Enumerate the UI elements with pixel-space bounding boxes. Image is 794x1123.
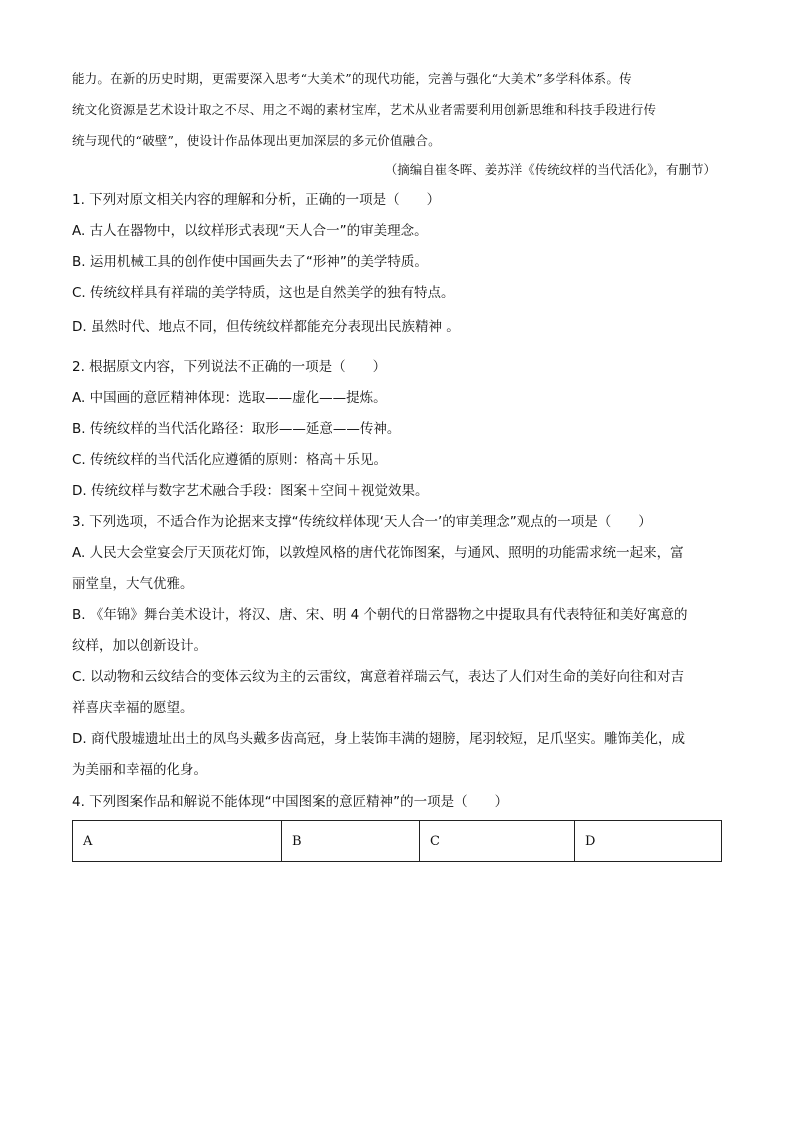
- option-c-cont[interactable]: 祥喜庆幸福的愿望。: [72, 700, 194, 716]
- answer-table: [72, 820, 722, 862]
- question-stem: 1. 下列对原文相关内容的理解和分析，正确的一项是（ ）: [72, 192, 441, 208]
- question-stem: 4. 下列图案作品和解说不能体现“中国图案的意匠精神”的一项是（ ）: [72, 794, 509, 810]
- table-cell-c[interactable]: C: [420, 821, 575, 862]
- option-b-cont[interactable]: 纹样，加以创新设计。: [72, 638, 207, 654]
- question-1: [72, 185, 722, 343]
- option-c[interactable]: C. 以动物和云纹结合的变体云纹为主的云雷纹，寓意着祥瑞云气，表达了人们对生命的美好向往和对吉: [72, 669, 685, 685]
- question-4: [72, 787, 722, 818]
- question-stem: 3. 下列选项，不适合作为论据来支撑“传统纹样体现‘天人合一’的审美理念”观点的一项是（ ）: [72, 514, 652, 530]
- table-row: [73, 821, 722, 862]
- option-d[interactable]: D. 商代殷墟遗址出土的凤鸟头戴多齿高冠，身上装饰丰满的翅膀，尾羽较短，足爪坚实。雕饰美化，成: [72, 731, 685, 747]
- option-d-cont[interactable]: 为美丽和幸福的化身。: [72, 762, 207, 778]
- passage-line: 能力。在新的历史时期，更需要深入思考“大美术”的现代功能，完善与强化“大美术”多学科体系。传: [72, 71, 632, 86]
- option-c[interactable]: C. 传统纹样的当代活化应遵循的原则：格高＋乐见。: [72, 452, 388, 468]
- table-cell-d[interactable]: D: [575, 821, 722, 862]
- option-c[interactable]: C. 传统纹样具有祥瑞的美学特质，这也是自然美学的独有特点。: [72, 285, 455, 301]
- option-b[interactable]: B. 传统纹样的当代活化路径：取形——延意——传神。: [72, 421, 401, 437]
- question-stem: 2. 根据原文内容，下列说法不正确的一项是（ ）: [72, 359, 387, 375]
- table-cell-b[interactable]: B: [282, 821, 420, 862]
- option-b[interactable]: B. 运用机械工具的创作使中国画失去了“形神”的美学特质。: [72, 254, 428, 270]
- option-a[interactable]: A. 中国画的意匠精神体现：选取——虚化——提炼。: [72, 390, 387, 406]
- option-d[interactable]: D. 传统纹样与数字艺术融合手段：图案＋空间＋视觉效果。: [72, 483, 429, 499]
- table-cell-a[interactable]: A: [73, 821, 282, 862]
- option-a-cont[interactable]: 丽堂皇，大气优雅。: [72, 576, 194, 592]
- passage-line: 统文化资源是艺术设计取之不尽、用之不竭的素材宝库，艺术从业者需要利用创新思维和科技手段进行传: [72, 102, 657, 117]
- option-b[interactable]: B. 《年锦》舞台美术设计，将汉、唐、宋、明 4 个朝代的日常器物之中提取具有代表特征和美好寓意的: [72, 607, 688, 623]
- passage-line: 统与现代的“破壁”，使设计作品体现出更加深层的多元价值融合。: [72, 133, 441, 148]
- question-3: [72, 507, 722, 786]
- passage-source: （摘编自崔冬晖、姜苏洋《传统纹样的当代活化》，有删节）: [384, 162, 716, 177]
- passage-text: [72, 63, 722, 156]
- question-2: [72, 352, 722, 507]
- option-a[interactable]: A. 人民大会堂宴会厅天顶花灯饰，以敦煌风格的唐代花饰图案，与通风、照明的功能需求统一起来，富: [72, 545, 684, 561]
- option-a[interactable]: A. 古人在器物中，以纹样形式表现“天人合一”的审美理念。: [72, 223, 428, 239]
- option-d[interactable]: D. 虽然时代、地点不同，但传统纹样都能充分表现出民族精神 。: [72, 319, 460, 335]
